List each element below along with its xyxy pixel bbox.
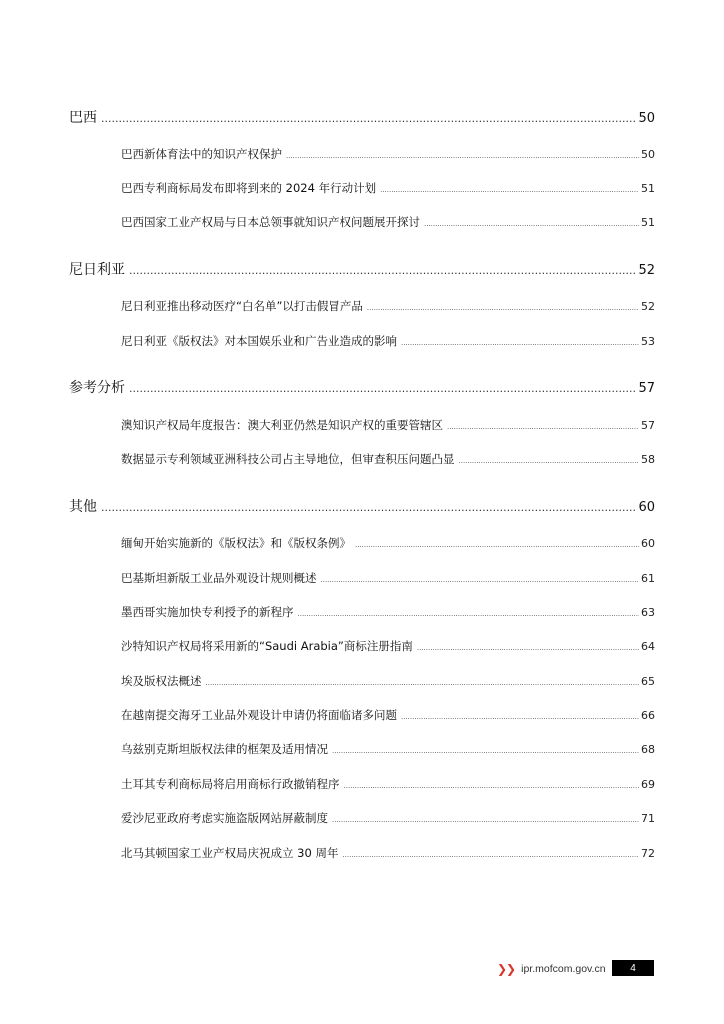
toc-item[interactable] xyxy=(121,845,655,861)
dot-leader xyxy=(380,182,639,198)
toc-item[interactable] xyxy=(121,810,655,826)
dot-leader xyxy=(332,812,639,828)
toc-section-nigeria[interactable] xyxy=(69,260,655,280)
toc-item[interactable] xyxy=(121,570,655,586)
item-title: 尼日利亚推出移动医疗“白名单”以打击假冒产品 xyxy=(121,299,363,313)
toc-section-other[interactable] xyxy=(69,497,655,517)
dot-leader xyxy=(401,335,639,351)
dot-leader xyxy=(286,148,639,164)
dot-leader xyxy=(342,847,639,863)
dot-leader xyxy=(332,743,639,759)
item-page-number: 65 xyxy=(641,675,655,688)
item-page-number: 60 xyxy=(641,537,655,550)
dot-leader xyxy=(459,453,640,469)
item-title: 北马其顿国家工业产权局庆祝成立 30 周年 xyxy=(121,846,339,860)
section-page-number: 57 xyxy=(638,381,655,396)
page-number-box xyxy=(612,960,654,976)
toc-item[interactable] xyxy=(121,535,655,551)
toc-section-brazil[interactable] xyxy=(69,108,655,128)
item-title: 澳知识产权局年度报告：澳大利亚仍然是知识产权的重要管辖区 xyxy=(121,418,443,432)
item-page-number: 61 xyxy=(641,572,655,585)
item-page-number: 71 xyxy=(641,812,655,825)
dot-leader xyxy=(101,109,636,129)
toc-item[interactable] xyxy=(121,638,655,654)
dot-leader xyxy=(417,640,639,656)
dot-leader xyxy=(129,261,636,281)
item-page-number: 63 xyxy=(641,606,655,619)
toc-item[interactable] xyxy=(121,333,655,349)
toc-section-analysis[interactable] xyxy=(69,378,655,398)
item-title: 爱沙尼亚政府考虑实施盗版网站屏蔽制度 xyxy=(121,811,328,825)
toc-item[interactable] xyxy=(121,741,655,757)
toc-item[interactable] xyxy=(121,604,655,620)
item-title: 巴西国家工业产权局与日本总领事就知识产权问题展开探讨 xyxy=(121,215,420,229)
dot-leader xyxy=(355,537,639,553)
section-title: 其他 xyxy=(69,499,97,515)
toc-item[interactable] xyxy=(121,214,655,230)
item-page-number: 50 xyxy=(641,148,655,161)
dot-leader xyxy=(447,419,639,435)
item-page-number: 52 xyxy=(641,300,655,313)
page-number: 4 xyxy=(630,962,636,974)
item-page-number: 72 xyxy=(641,847,655,860)
section-page-number: 52 xyxy=(638,263,655,278)
dot-leader xyxy=(401,709,639,725)
dot-leader xyxy=(129,379,636,399)
item-page-number: 66 xyxy=(641,709,655,722)
item-title: 墨西哥实施加快专利授予的新程序 xyxy=(121,605,294,619)
item-title: 沙特知识产权局将采用新的“Saudi Arabia”商标注册指南 xyxy=(121,639,413,653)
toc-item[interactable] xyxy=(121,298,655,314)
item-page-number: 64 xyxy=(641,640,655,653)
dot-leader xyxy=(101,498,636,518)
item-page-number: 58 xyxy=(641,453,655,466)
dot-leader xyxy=(367,300,639,316)
toc-item[interactable] xyxy=(121,776,655,792)
item-title: 尼日利亚《版权法》对本国娱乐业和广告业造成的影响 xyxy=(121,334,397,348)
item-title: 数据显示专利领域亚洲科技公司占主导地位，但审查积压问题凸显 xyxy=(121,452,455,466)
dot-leader xyxy=(206,675,640,691)
item-title: 在越南提交海牙工业品外观设计申请仍将面临诸多问题 xyxy=(121,708,397,722)
dot-leader xyxy=(321,572,640,588)
item-page-number: 68 xyxy=(641,743,655,756)
item-title: 巴基斯坦新版工业品外观设计规则概述 xyxy=(121,571,317,585)
section-page-number: 60 xyxy=(638,500,655,515)
item-page-number: 69 xyxy=(641,778,655,791)
item-page-number: 51 xyxy=(641,216,655,229)
section-page-number: 50 xyxy=(638,111,655,126)
item-title: 缅甸开始实施新的《版权法》和《版权条例》 xyxy=(121,536,351,550)
footer-site-link[interactable]: ipr.mofcom.gov.cn xyxy=(521,963,606,975)
page-footer xyxy=(497,961,606,977)
item-title: 巴西新体育法中的知识产权保护 xyxy=(121,147,282,161)
section-title: 参考分析 xyxy=(69,380,125,396)
toc-item[interactable] xyxy=(121,707,655,723)
item-page-number: 53 xyxy=(641,335,655,348)
item-title: 土耳其专利商标局将启用商标行政撤销程序 xyxy=(121,777,340,791)
toc-item[interactable] xyxy=(121,146,655,162)
item-page-number: 51 xyxy=(641,182,655,195)
dot-leader xyxy=(344,778,640,794)
section-title: 尼日利亚 xyxy=(69,262,125,278)
toc-item[interactable] xyxy=(121,673,655,689)
item-title: 乌兹别克斯坦版权法律的框架及适用情况 xyxy=(121,742,328,756)
toc-item[interactable] xyxy=(121,180,655,196)
item-title: 巴西专利商标局发布即将到来的 2024 年行动计划 xyxy=(121,181,377,195)
dot-leader xyxy=(424,216,639,232)
item-title: 埃及版权法概述 xyxy=(121,674,202,688)
double-chevron-right-icon: ❯❯ xyxy=(497,962,516,976)
item-page-number: 57 xyxy=(641,419,655,432)
dot-leader xyxy=(298,606,640,622)
toc-item[interactable] xyxy=(121,451,655,467)
toc-item[interactable] xyxy=(121,417,655,433)
section-title: 巴西 xyxy=(69,110,97,126)
